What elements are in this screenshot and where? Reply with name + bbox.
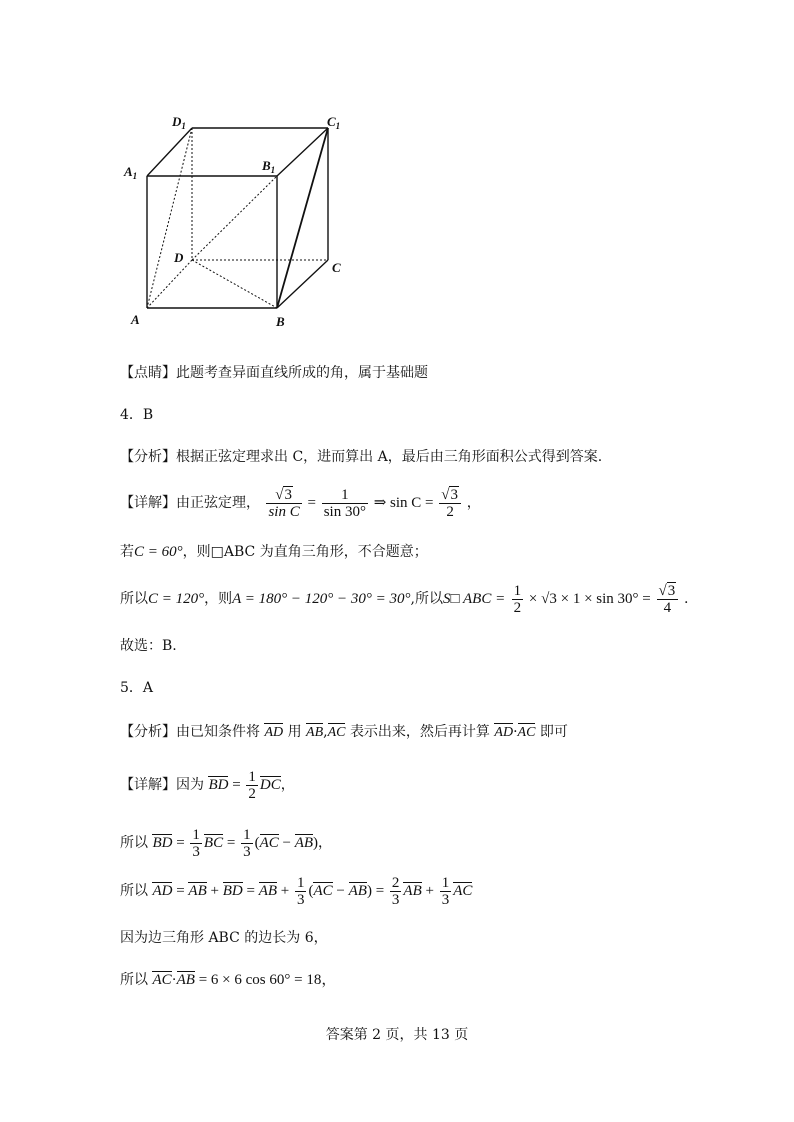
label-c1: $C_1$	[327, 114, 341, 131]
hidden-edge-d-a	[147, 260, 192, 308]
fraction-1-over-sin30: $\frac{1}{\sin 30^\circ}$	[323, 487, 366, 521]
hidden-diagonal-d-b	[192, 260, 277, 308]
implies-sinC: ⇒ sin C =	[373, 495, 434, 511]
label-b1: $B_1$	[262, 158, 276, 175]
area-expression: S□ ABC =	[442, 591, 506, 607]
label-a1: $A_1$	[124, 164, 138, 181]
c-equals-60: C = 60°	[134, 544, 183, 560]
q4-detail-equation: 【详解】由正弦定理， $\frac{√3}{\text{sin C}}$ = $\frac{1}{\sin 30^\circ}$ ⇒ sin C = $\frac{√3}{2}$ ，	[120, 487, 481, 521]
q4-answer: 故选：B.	[120, 638, 177, 654]
hidden-diagonal-d1-a	[147, 128, 192, 308]
label-b: B	[276, 314, 285, 329]
q5-detail: 【详解】因为 BD = $\frac{1}{2}$ DC，	[120, 769, 295, 803]
edge-d1-a1	[147, 128, 192, 176]
q4-line2: 若C = 60°，则□ABC 为直角三角形，不合题意；	[120, 544, 428, 560]
cube-figure	[120, 110, 360, 340]
q5-line4: 因为边三角形 ABC 的边长为 6，	[120, 930, 328, 946]
label-a: A	[131, 312, 140, 327]
q4-line3: 所以C = 120°，则A = 180° − 120° − 30° = 30°,所以S□ ABC = $\frac{1}{2}$ × √3 × 1 × sin 30° = $\frac{√3}{4}$ .	[120, 583, 689, 617]
fraction-sqrt3-over-sinC: $\frac{√3}{\text{sin C}}$	[268, 487, 300, 521]
q5-analysis: 【分析】由已知条件将 AD 用 AB,AC 表示出来，然后再计算 AD·AC 即可	[120, 724, 568, 740]
label-d: D	[174, 250, 184, 265]
label-c: C	[332, 260, 341, 275]
analysis-tag: 【分析】	[120, 449, 176, 465]
q5-line3: 所以 AD = AB + BD = AB + $\frac{1}{3}$ (AC − AB) = $\frac{2}{3}$ AB + $\frac{1}{3}$ AC	[120, 875, 473, 909]
diagonal-c1-b	[277, 128, 328, 308]
q5-line2: 所以 BD = $\frac{1}{3}$ BC = $\frac{1}{3}$ (AC − AB)，	[120, 827, 333, 861]
remark-text: 此题考查异面直线所成的角，属于基础题	[176, 365, 428, 381]
q3-remark	[120, 363, 428, 383]
hidden-diagonal-d-b1	[192, 176, 277, 260]
analysis-text: 根据正弦定理求出 C，进而算出 A，最后由三角形面积公式得到答案.	[176, 449, 603, 465]
q4-analysis	[120, 447, 602, 467]
remark-tag: 【点睛】	[120, 365, 176, 381]
detail-tag: 【详解】	[120, 495, 176, 511]
detail-text: 由正弦定理，	[176, 495, 260, 511]
q5-line5: 所以 AC·AB = 6 × 6 cos 60° = 18，	[120, 972, 337, 988]
fraction-sqrt3-over-2: $\frac{√3}{2}$	[439, 487, 461, 520]
q5-number: 5．A	[120, 680, 154, 696]
q4-number: 4．B	[120, 407, 154, 423]
label-d1: $D_1$	[172, 114, 186, 131]
page-footer: 答案第 2 页，共 13 页	[325, 1027, 469, 1043]
